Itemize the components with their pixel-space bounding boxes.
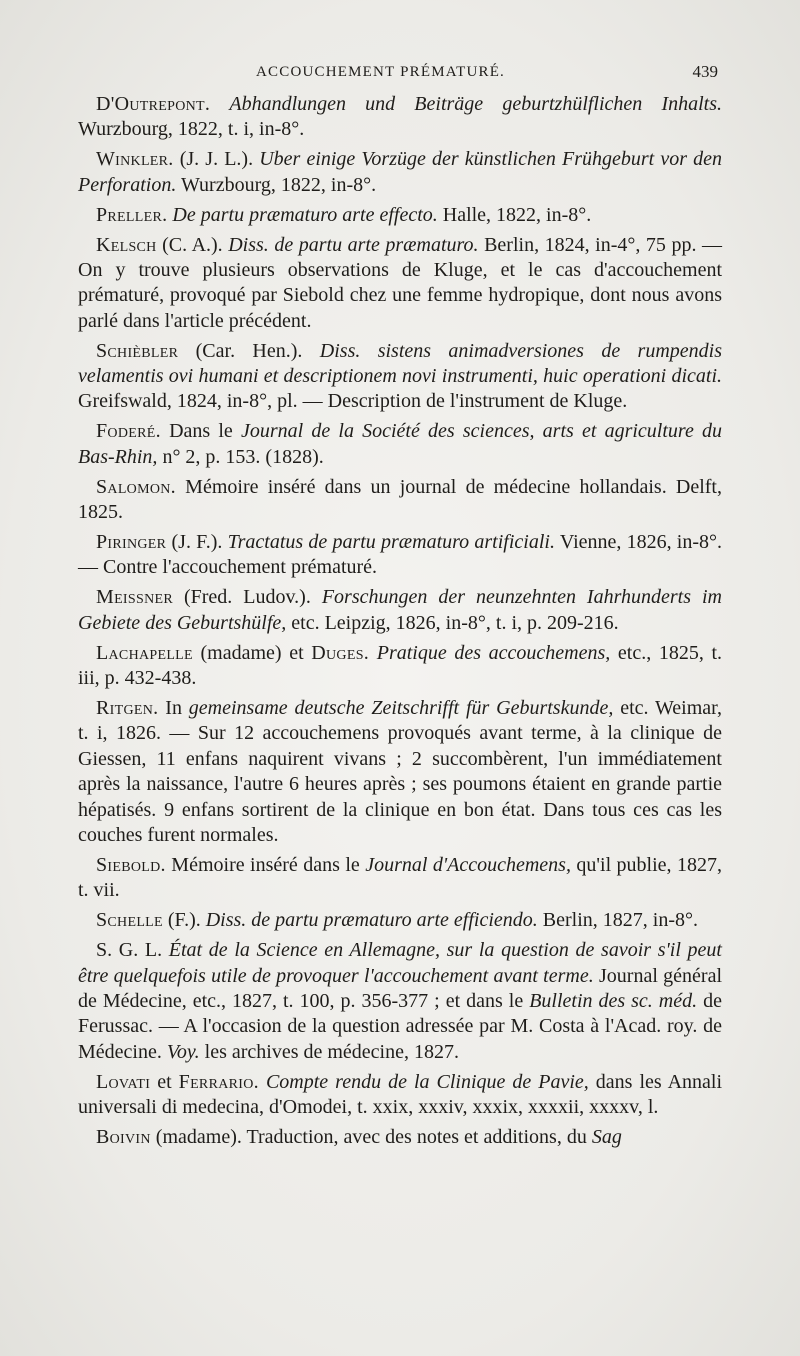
entry-text: [162, 939, 169, 961]
entry-text: [369, 642, 377, 664]
entry-text: Mémoire inséré dans le: [165, 853, 366, 876]
entry-title: Uber einige Vorzüge der künstlichen Frühgeburt vor den Perforation.: [78, 148, 722, 196]
entry-text: (madame) et: [192, 641, 312, 664]
entry-title: Diss. de partu præmaturo arte efficiendo.: [205, 909, 538, 932]
bibliography-entry: [78, 1070, 722, 1121]
bibliography-entry: [78, 339, 722, 415]
entry-title: Compte rendu de la Clinique de Pavie,: [265, 1070, 589, 1093]
entry-text: les archives de médecine, 1827.: [199, 1040, 459, 1063]
entry-text: Wurzbourg, 1822, in-8°.: [176, 173, 377, 196]
entry-author: Lachapelle: [96, 641, 193, 664]
entry-text: et: [150, 1070, 179, 1093]
entry-text: Berlin, 1824, in-4°, 75 pp. — On y trouve plusieurs observations de Kluge, et le cas d'accouchement prématuré, provoqué par Siebold chez une femme hydropique, dont nous avons parlé dans l'article précédent.: [78, 233, 722, 332]
entry-text: Journal général de Médecine, etc., 1827, t. 100, p. 356-377 ; et dans le: [78, 964, 723, 1012]
entry-text: Halle, 1822, in-8°.: [437, 203, 592, 226]
entry-author: Foderé.: [96, 420, 161, 443]
entry-title: Diss. sistens animadversiones de rumpendis velamentis ovi humani et descriptionem novi instrumenti, huic operationi dicati.: [78, 339, 723, 388]
entry-text: etc. Leipzig, 1826, in-8°, t. i, p. 209-216.: [286, 611, 619, 634]
entry-title: De partu præmaturo arte effecto.: [172, 203, 438, 226]
entry-text: (Car. Hen.).: [178, 339, 320, 362]
entry-text: Greifswald, 1824, in-8°, pl. — Description de l'instrument de Kluge.: [78, 390, 628, 413]
entry-title: Pratique des accouchemens,: [376, 641, 611, 664]
entry-title: Abhandlungen und Beiträge geburtzhülflichen Inhalts.: [229, 93, 723, 115]
entry-text: n° 2, p. 153. (1828).: [157, 445, 324, 468]
entry-text: (J. J. L.).: [173, 148, 260, 171]
bibliography-entry: [78, 938, 722, 1065]
entry-author: Piringer: [96, 531, 167, 553]
entry-title: Journal de la Société des sciences, arts et agriculture du Bas-Rhin,: [78, 420, 722, 468]
bibliography-list: [78, 92, 722, 1155]
bibliography-entry: [78, 585, 722, 636]
entry-author: Lovati: [96, 1070, 151, 1093]
entry-title: État de la Science en Allemagne, sur la question de savoir s'il peut être quelquefois utile de provoquer l'accouchement avant terme.: [78, 939, 722, 987]
entry-text: [259, 1071, 266, 1093]
bibliography-entry: [78, 530, 722, 581]
bibliography-entry: [78, 475, 722, 526]
entry-text: (Fred. Ludov.).: [172, 586, 322, 609]
entry-text: Wurzbourg, 1822, t. i, in-8°.: [78, 118, 305, 141]
entry-author: Kelsch: [96, 233, 157, 256]
entry-text: [210, 93, 229, 115]
entry-title: Voy.: [166, 1040, 200, 1063]
entry-title: Forschungen der neunzehnten Iahrhunderts im Gebiete des Geburtshülfe,: [78, 586, 722, 634]
entry-text: Mémoire inséré dans un journal de médecine hollandais. Delft, 1825.: [78, 475, 722, 524]
entry-text: qu'il publie, 1827, t. vii.: [78, 853, 722, 902]
entry-text: (F.).: [162, 909, 206, 932]
bibliography-entry: [78, 696, 722, 848]
page-number: 439: [692, 62, 718, 81]
entry-title: Journal d'Accouchemens,: [365, 853, 571, 876]
entry-text: Berlin, 1827, in-8°.: [537, 909, 698, 932]
bibliography-entry: [78, 147, 722, 198]
entry-text: (C. A.).: [156, 233, 229, 256]
entry-author: Winkler.: [96, 148, 174, 171]
entry-author: Schelle: [96, 909, 163, 932]
page-header: [80, 60, 718, 88]
bibliography-entry: [78, 641, 722, 692]
entry-text: etc. Weimar, t. i, 1826. — Sur 12 accouchemens provoqués avant terme, à la clinique de Giessen, 11 enfans naquirent vivans ; 2 succombèrent, l'un immédiatement après la naissance, l'autre 6 heures après ; ses poumons étaient en grande partie hépatisés. 9 enfans sortirent de la clinique en bon état. Dans tous ces cas les couches furent normales.: [78, 696, 722, 846]
bibliography-entry: [78, 92, 722, 143]
entry-author: Schièbler: [96, 339, 179, 362]
entry-title: Sag: [591, 1125, 622, 1148]
entry-author: D'Outrepont.: [96, 93, 211, 115]
entry-text: Duges.: [311, 641, 370, 664]
entry-text: Vienne, 1826, in-8°. — Contre l'accouchement prématuré.: [78, 531, 723, 579]
entry-author: Preller.: [96, 203, 168, 226]
entry-author: Salomon.: [96, 475, 176, 498]
entry-title: gemeinsame deutsche Zeitschrifft für Geburtskunde,: [188, 696, 614, 719]
bibliography-entry: [78, 419, 722, 470]
entry-title: Tractatus de partu præmaturo artificiali.: [227, 531, 555, 553]
entry-author: Siebold.: [96, 853, 166, 876]
entry-title: Bulletin des sc. méd.: [529, 989, 698, 1012]
entry-text: Ferrario.: [178, 1070, 259, 1093]
entry-text: Dans le: [160, 420, 241, 443]
entry-author: Ritgen.: [96, 696, 159, 719]
bibliography-entry: [78, 233, 722, 335]
entry-text: de Ferussac. — A l'occasion de la question adressée par M. Costa à l'Acad. roy. de Médecine.: [78, 989, 722, 1063]
bibliography-entry: [78, 853, 722, 904]
entry-author: Boivin: [96, 1125, 151, 1148]
entry-text: In: [158, 696, 189, 719]
bibliography-entry: [78, 1125, 722, 1150]
entry-text: (J. F.).: [166, 531, 228, 553]
bibliography-entry: [78, 908, 722, 933]
entry-text: (madame). Traduction, avec des notes et additions, du: [150, 1125, 592, 1148]
entry-title: Diss. de partu arte præmaturo.: [228, 233, 479, 256]
entry-text: etc., 1825, t. iii, p. 432-438.: [78, 641, 723, 690]
running-title: ACCOUCHEMENT PRÉMATURÉ.: [256, 64, 506, 80]
entry-author: Meissner: [96, 586, 173, 609]
entry-text: dans les Annali universali di medecina, d'Omodei, t. xxix, xxxiv, xxxix, xxxxii, xxxxv, l.: [78, 1070, 723, 1119]
bibliography-entry: [78, 203, 722, 228]
entry-author: S. G. L.: [96, 939, 163, 962]
